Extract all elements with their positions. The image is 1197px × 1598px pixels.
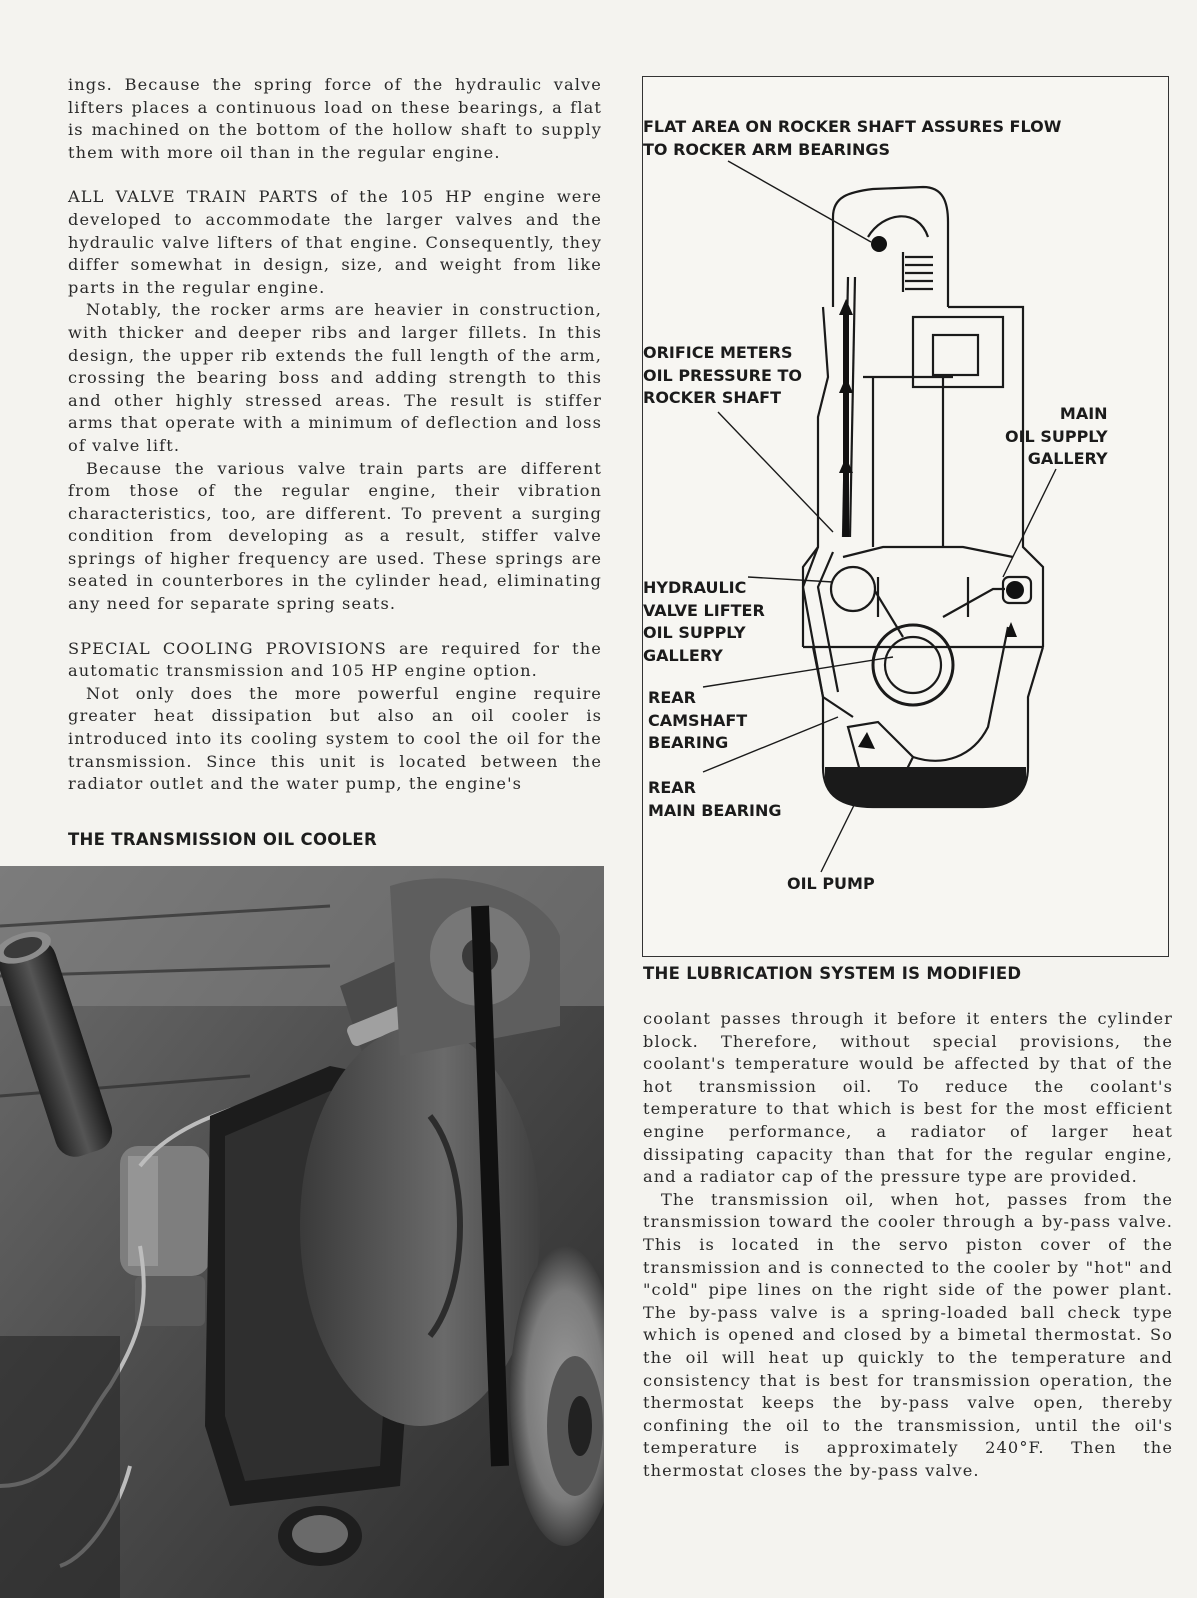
label-main-oil-supply-gallery: MAIN OIL SUPPLY GALLERY (1005, 404, 1108, 468)
label-oil-pump: OIL PUMP (787, 874, 875, 893)
paragraph: coolant passes through it before it enters the cylinder block. Therefore, without special provisions, the coolant's temperature would be affected by that of the hot transmission oil. To reduce the coolant's temperature to that which is best for the most efficient engine performance, a radiator of larger heat dissipating capacity than that for the regular engine, and a radiator cap of the pressure type are provided. (643, 1009, 1173, 1187)
label-flat-area: FLAT AREA ON ROCKER SHAFT ASSURES FLOW TO ROCKER ARM BEARINGS (643, 117, 1062, 159)
paragraph: Not only does the more powerful engine require greater heat dissipation but also an oil cooler is introduced into its cooling system to cool the oil for the transmission. Since this unit is located between the radiator outlet and the water pump, the engine's (68, 683, 602, 794)
label-orifice: ORIFICE METERS OIL PRESSURE TO ROCKER SHAFT (643, 343, 802, 407)
left-text-column (68, 74, 602, 796)
label-rear-camshaft-bearing: REAR CAMSHAFT BEARING (648, 688, 748, 752)
lubrication-diagram (642, 76, 1169, 957)
right-text-column (643, 1008, 1173, 1482)
diagram-caption: THE LUBRICATION SYSTEM IS MODIFIED (643, 964, 1022, 983)
label-hydraulic-valve-lifter-gallery: HYDRAULIC VALVE LIFTER OIL SUPPLY GALLERY (643, 578, 765, 665)
paragraph: SPECIAL COOLING PROVISIONS are required for the automatic transmission and 105 HP engine option. (68, 638, 602, 681)
paragraph: ings. Because the spring force of the hydraulic valve lifters places a continuous load on these bearings, a flat is machined on the bottom of the hollow shaft to supply them with more oil than in the regular engine. (68, 75, 602, 162)
transmission-oil-cooler-photo (0, 866, 604, 1598)
paragraph: Because the various valve train parts are different from those of the regular engine, their vibration characteristics, too, are different. To prevent a surging condition from developing as a result, stiffer valve springs of higher frequency are used. These springs are seated in counterbores in the cylinder head, eliminating any need for separate spring seats. (68, 458, 602, 614)
label-rear-main-bearing: REAR MAIN BEARING (648, 778, 782, 820)
engine-cutaway-drawing (643, 77, 1167, 955)
photo-caption: THE TRANSMISSION OIL COOLER (68, 830, 377, 849)
paragraph: ALL VALVE TRAIN PARTS of the 105 HP engine were developed to accommodate the larger valves and the hydraulic valve lifters of that engine. Consequently, they differ somewhat in design, size, and weight from like parts in the regular engine. (68, 187, 602, 297)
paragraph: The transmission oil, when hot, passes from the transmission toward the cooler through a by-pass valve. This is located in the servo piston cover of the transmission and is connected to the cooler by "hot" and "cold" pipe lines on the right side of the power plant. The by-pass valve is a spring-loaded ball check type which is opened and closed by a bimetal thermostat. So the oil will heat up quickly to the temperature and consistency that is best for transmission operation, the thermostat keeps the by-pass valve open, thereby confining the oil to the transmission, until the oil's temperature is approximately 240°F. Then the thermostat closes the by-pass valve. (643, 1189, 1173, 1480)
paragraph: Notably, the rocker arms are heavier in construction, with thicker and deeper ribs and larger fillets. In this design, the upper rib extends the full length of the arm, crossing the bearing boss and adding strength to this and other highly stressed areas. The result is stiffer arms that operate with a minimum of deflection and loss of valve lift. (68, 300, 602, 455)
